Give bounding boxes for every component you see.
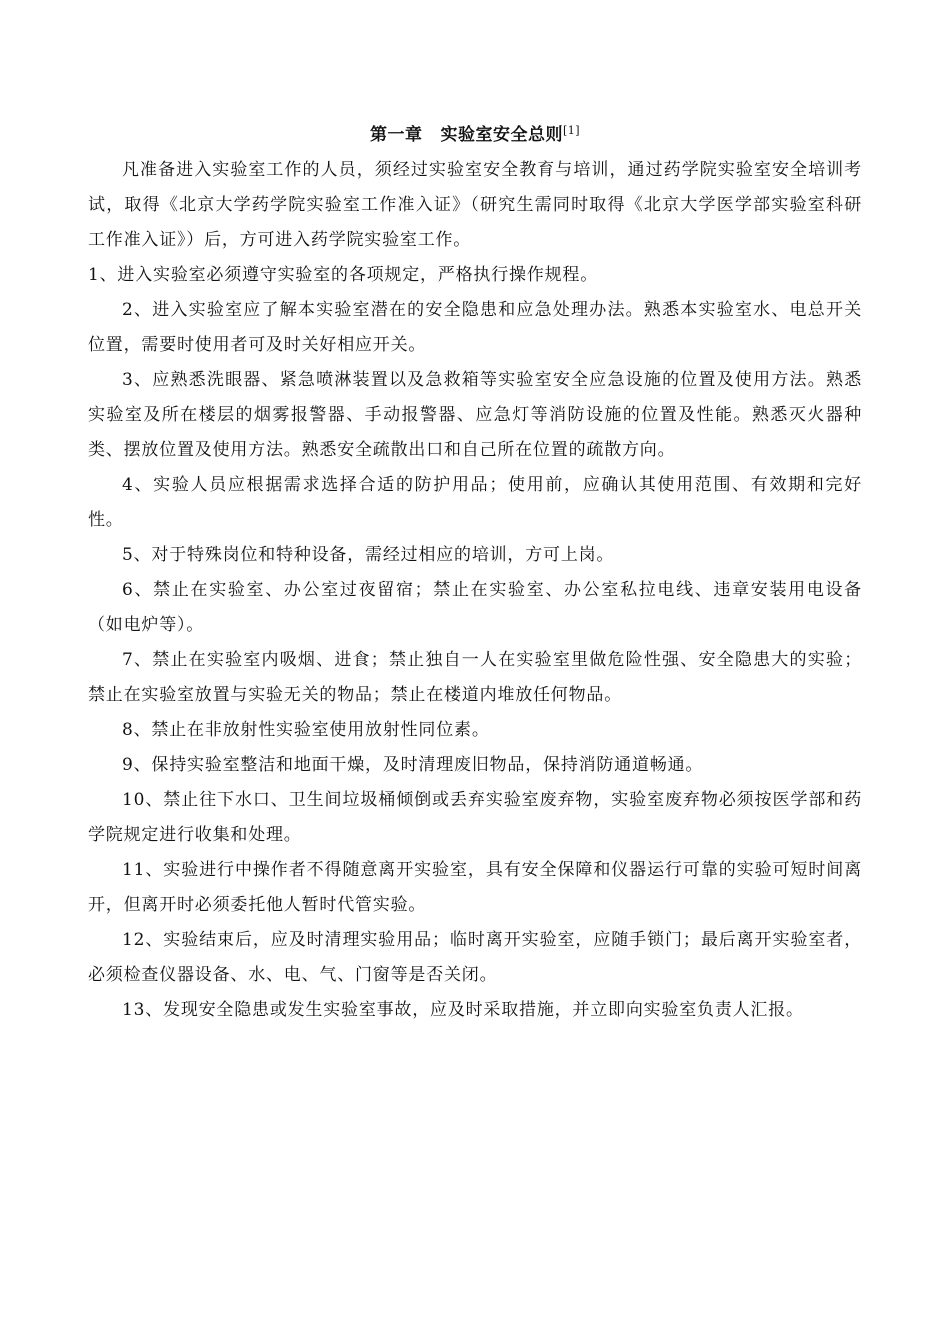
intro-paragraph: 凡准备进入实验室工作的人员，须经过实验室安全教育与培训，通过药学院实验室安全培训考试，取得《北京大学药学院实验室工作准入证》（研究生需同时取得《北京大学医学部实验室科研工作准入证》）后，方可进入药学院实验室工作。 — [88, 160, 862, 250]
rule-item-3: 3、应熟悉洗眼器、紧急喷淋装置以及急救箱等实验室安全应急设施的位置及使用方法。熟悉实验室及所在楼层的烟雾报警器、手动报警器、应急灯等消防设施的位置及性能。熟悉灭火器种类、摆放位置及使用方法。熟悉安全疏散出口和自己所在位置的疏散方向。 — [88, 370, 862, 460]
rule-item-2: 2、进入实验室应了解本实验室潜在的安全隐患和应急处理办法。熟悉本实验室水、电总开关位置，需要时使用者可及时关好相应开关。 — [88, 300, 862, 355]
rule-item-1: 1、进入实验室必须遵守实验室的各项规定，严格执行操作规程。 — [88, 265, 599, 285]
rule-item-4: 4、实验人员应根据需求选择合适的防护用品；使用前，应确认其使用范围、有效期和完好性。 — [88, 475, 862, 530]
rule-item-5: 5、对于特殊岗位和特种设备，需经过相应的培训，方可上岗。 — [122, 545, 615, 565]
rule-item-10: 10、禁止往下水口、卫生间垃圾桶倾倒或丢弃实验室废弃物，实验室废弃物必须按医学部和药学院规定进行收集和处理。 — [88, 790, 862, 845]
rule-item-8: 8、禁止在非放射性实验室使用放射性同位素。 — [122, 720, 490, 740]
chapter-title — [88, 118, 862, 153]
rule-item-7: 7、禁止在实验室内吸烟、进食；禁止独自一人在实验室里做危险性强、安全隐患大的实验；禁止在实验室放置与实验无关的物品；禁止在楼道内堆放任何物品。 — [88, 650, 862, 705]
rule-item-6: 6、禁止在实验室、办公室过夜留宿；禁止在实验室、办公室私拉电线、违章安装用电设备（如电炉等）。 — [88, 580, 862, 635]
reference-marker[interactable]: [1] — [562, 124, 581, 137]
rule-item-12: 12、实验结束后，应及时清理实验用品；临时离开实验室，应随手锁门；最后离开实验室者，必须检查仪器设备、水、电、气、门窗等是否关闭。 — [88, 930, 862, 985]
rule-item-9: 9、保持实验室整洁和地面干燥，及时清理废旧物品，保持消防通道畅通。 — [122, 755, 704, 775]
chapter-heading: 实验室安全总则 — [440, 125, 563, 145]
rule-item-11: 11、实验进行中操作者不得随意离开实验室，具有安全保障和仪器运行可靠的实验可短时间离开，但离开时必须委托他人暂时代管实验。 — [88, 860, 862, 915]
chapter-number: 第一章 — [369, 125, 423, 145]
rule-item-13: 13、发现安全隐患或发生实验室事故，应及时采取措施，并立即向实验室负责人汇报。 — [122, 1000, 804, 1020]
document-body — [88, 118, 862, 1028]
